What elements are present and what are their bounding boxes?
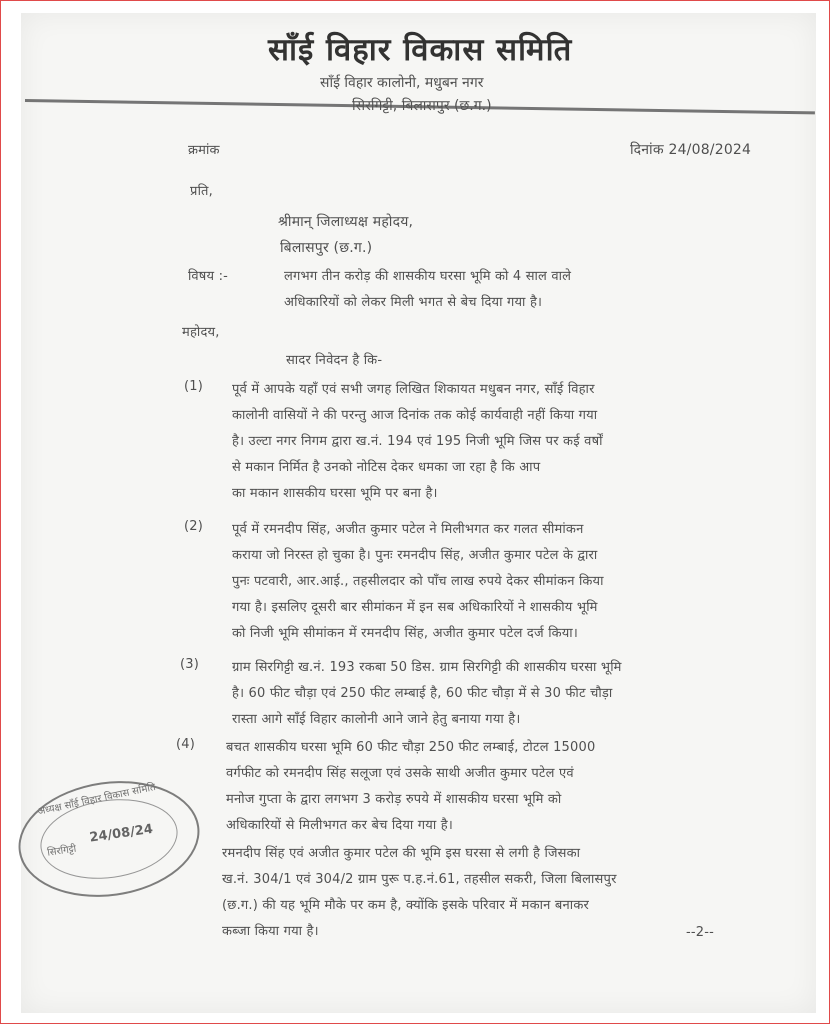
org-name: साँई विहार विकास समिति [268, 32, 573, 68]
point-line: को निजी भूमि सीमांकन में रमनदीप सिंह, अजीत कुमार पटेल दर्ज किया। [232, 626, 578, 641]
point-number: (2) [184, 519, 204, 534]
point-line: मनोज गुप्ता के द्वारा लगभग 3 करोड़ रुपये में शासकीय घरसा भूमि को [226, 792, 562, 807]
stamp-side-text: सिरगिट्टी [46, 843, 78, 859]
point-number: (4) [176, 737, 196, 752]
point-line: (छ.ग.) की यह भूमि मौके पर कम है, क्योंकि इसके परिवार में मकान बनाकर [222, 898, 590, 913]
point-line: रमनदीप सिंह एवं अजीत कुमार पटेल की भूमि इस घरसा से लगी है जिसका [222, 846, 581, 861]
recipient-place: बिलासपुर (छ.ग.) [280, 240, 373, 256]
point-number: (1) [184, 379, 204, 394]
point-line: पुनः पटवारी, आर.आई., तहसीलदार को पाँच लाख रुपये देकर सीमांकन किया [232, 574, 604, 589]
subject-line-2: अधिकारियों को लेकर मिली भगत से बेच दिया गया है। [284, 295, 543, 310]
point-line: रास्ता आगे साँई विहार कालोनी आने जाने हेतु बनाया गया है। [232, 712, 521, 727]
point-line: कालोनी वासियों ने की परन्तु आज दिनांक तक कोई कार्यवाही नहीं किया गया [232, 408, 598, 423]
point-line: अधिकारियों से मिलीभगत कर बेच दिया गया है। [226, 818, 453, 833]
point-line: ख.नं. 304/1 एवं 304/2 ग्राम पुरू प.ह.नं.61, तहसील सकरी, जिला बिलासपुर [222, 872, 617, 887]
page-marker: --2-- [686, 925, 715, 940]
point-line: कब्जा किया गया है। [222, 924, 319, 939]
point-line: है। उल्टा नगर निगम द्वारा ख.नं. 194 एवं 195 निजी भूमि जिस पर कई वर्षों [232, 434, 603, 449]
address-line-1: साँई विहार कालोनी, मधुबन नगर [320, 75, 484, 91]
point-number: (3) [180, 657, 200, 672]
subject-label: विषय :- [188, 269, 229, 284]
point-line: वर्गफीट को रमनदीप सिंह सलूजा एवं उसके साथी अजीत कुमार पटेल एवं [226, 766, 574, 781]
ref-label: क्रमांक [188, 143, 220, 158]
recipient-name: श्रीमान् जिलाध्यक्ष महोदय, [278, 214, 414, 230]
point-line: बचत शासकीय घरसा भूमि 60 फीट चौड़ा 250 फीट लम्बाई, टोटल 15000 [226, 740, 596, 755]
point-line: का मकान शासकीय घरसा भूमि पर बना है। [232, 486, 438, 501]
subject-line-1: लगभग तीन करोड़ की शासकीय घरसा भूमि को 4 साल वाले [284, 269, 572, 284]
point-line: पूर्व में आपके यहाँ एवं सभी जगह लिखित शिकायत मधुबन नगर, साँई विहार [232, 382, 595, 397]
point-line: पूर्व में रमनदीप सिंह, अजीत कुमार पटेल ने मिलीभगत कर गलत सीमांकन [232, 522, 584, 537]
salutation: महोदय, [182, 325, 220, 340]
stamp-signature: 24/08/24 [88, 821, 154, 846]
stamp-top-text: अध्यक्ष साँई विहार विकास समिति [36, 781, 157, 818]
opening-line: सादर निवेदन है कि- [286, 353, 383, 368]
point-line: से मकान निर्मित है उनको नोटिस देकर धमका जा रहा है कि आप [232, 460, 541, 475]
date-text: दिनांक 24/08/2024 [630, 142, 752, 158]
point-line: है। 60 फीट चौड़ा एवं 250 फीट लम्बाई है, 60 फीट चौड़ा में से 30 फीट चौड़ा [232, 686, 613, 701]
point-line: गया है। इसलिए दूसरी बार सीमांकन में इन सब अधिकारियों ने शासकीय भूमि [232, 600, 598, 615]
to-label: प्रति, [190, 184, 213, 199]
point-line: ग्राम सिरगिट्टी ख.नं. 193 रकबा 50 डिस. ग्राम सिरगिट्टी की शासकीय घरसा भूमि [232, 660, 622, 675]
point-line: कराया जो निरस्त हो चुका है। पुनः रमनदीप सिंह, अजीत कुमार पटेल के द्वारा [232, 548, 598, 563]
official-stamp [11, 770, 207, 908]
